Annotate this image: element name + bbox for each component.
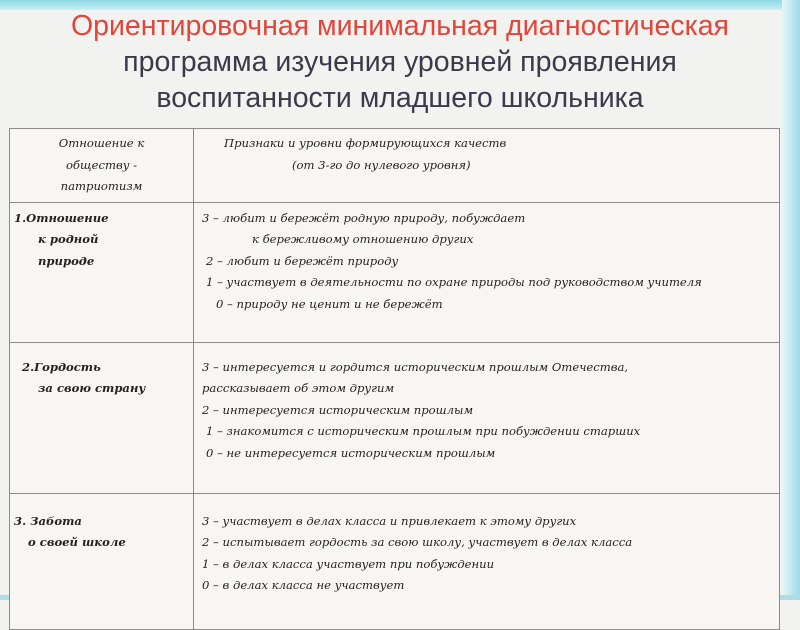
- table-row: [10, 342, 780, 493]
- header-criteria-line-1: Признаки и уровни формирующихся качеств: [224, 136, 507, 150]
- level-line: 3 – интересуется и гордится историческим прошлым Отечества,: [202, 359, 629, 374]
- title-line-2: программа изучения уровней проявления: [123, 46, 677, 78]
- level-line: 2 – интересуется историческим прошлым: [202, 402, 474, 417]
- header-relation-line-1: Отношение к: [58, 136, 145, 150]
- table-row: [10, 493, 780, 629]
- level-line: 0 – в делах класса не участвует: [202, 578, 405, 592]
- slide-title: [20, 8, 780, 120]
- row-label-pride: [10, 342, 194, 493]
- table-row: [10, 202, 780, 342]
- title-line-3: воспитанности младшего школьника: [156, 82, 644, 114]
- header-criteria-line-2: (от 3-го до нулевого уровня): [292, 157, 471, 172]
- level-line: 3 – любит и бережёт родную природу, побуждает: [202, 210, 526, 225]
- level-line: к бережливому отношению других: [252, 232, 474, 246]
- level-line: 2 – испытывает гордость за свою школу, участвует в делах класса: [202, 535, 633, 549]
- row-label-line: 3. Забота: [14, 513, 82, 528]
- level-line: 3 – участвует в делах класса и привлекает к этому других: [202, 513, 577, 528]
- header-relation-line-2: обществу -: [65, 157, 138, 172]
- level-line: 1 – знакомится с историческим прошлым при побуждении старших: [206, 424, 641, 438]
- header-relation-line-3: патриотизм: [60, 179, 143, 193]
- row-label-line: за свою страну: [38, 381, 146, 395]
- row-levels-school: [194, 493, 780, 629]
- row-label-school: [10, 493, 194, 629]
- right-decorative-band: [782, 0, 800, 600]
- level-line: 0 – природу не ценит и не бережёт: [216, 296, 443, 311]
- row-levels-nature: [194, 202, 780, 342]
- header-cell-relation: [10, 129, 194, 203]
- title-line-1: Ориентировочная минимальная диагностическая: [70, 10, 729, 42]
- level-line: рассказывает об этом другим: [202, 381, 395, 395]
- level-line: 0 – не интересуется историческим прошлым: [206, 445, 496, 460]
- row-levels-pride: [194, 342, 780, 493]
- row-label-line: 1.Отношение: [14, 210, 109, 225]
- row-label-line: природе: [38, 253, 95, 268]
- row-label-line: 2.Гордость: [22, 359, 101, 374]
- diagnostic-table: [9, 128, 780, 630]
- row-label-line: о своей школе: [28, 535, 126, 549]
- row-label-nature: [10, 202, 194, 342]
- table-header-row: [10, 129, 780, 203]
- row-label-line: к родной: [38, 232, 99, 246]
- level-line: 1 – в делах класса участвует при побуждении: [202, 556, 495, 571]
- level-line: 1 – участвует в деятельности по охране природы под руководством учителя: [206, 275, 702, 289]
- level-line: 2 – любит и бережёт природу: [206, 253, 399, 268]
- header-cell-criteria: [194, 129, 780, 203]
